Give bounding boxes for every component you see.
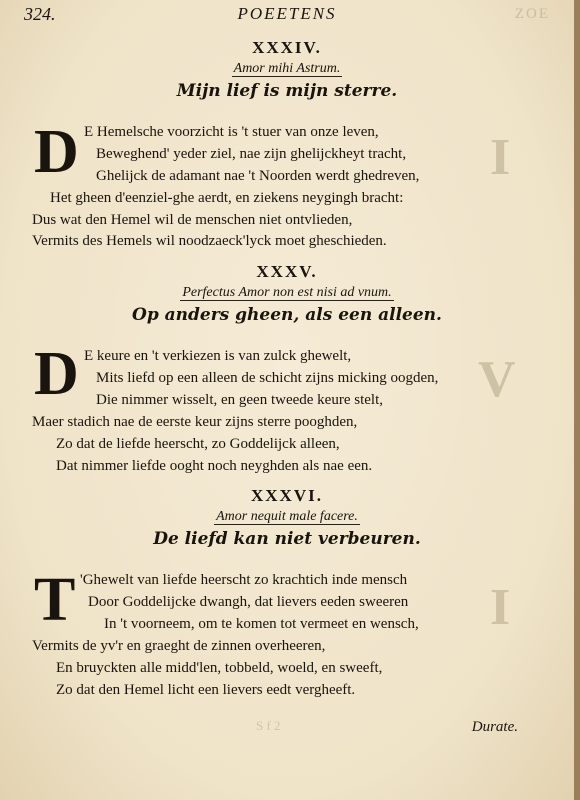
signature-mark: S f 2 xyxy=(256,718,281,733)
poem-line: Die nimmer wisselt, en geen tweede keure stelt, xyxy=(96,392,383,408)
poem-section-36 xyxy=(0,486,574,549)
bleed-through-mark: V xyxy=(478,351,516,408)
poem-line: Maer stadich nae de eerste keur zijns sterre pooghden, xyxy=(32,414,358,430)
bleed-through-mark: I xyxy=(490,129,511,186)
poem-number: XXXIV. xyxy=(252,38,322,57)
poem-line: In 't voorneem, om te komen tot vermeet en wensch, xyxy=(104,616,419,632)
catchword: Durate. xyxy=(471,719,518,735)
drop-cap: T xyxy=(34,566,76,634)
poem-line: Dat nimmer liefde ooght noch neyghden als nae een. xyxy=(56,458,373,474)
bleed-through-mark: I xyxy=(490,579,511,636)
poem-line: Zo dat den Hemel licht een lievers eedt vergheeft. xyxy=(56,682,356,698)
poem-line: Ghelijck de adamant nae 't Noorden werdt ghedreven, xyxy=(96,168,420,184)
running-title: POEETENS xyxy=(237,4,337,23)
poem-number: XXXVI. xyxy=(251,486,323,505)
poem-line: En bruyckten alle midd'len, tobbeld, woeld, en sweeft, xyxy=(56,660,383,676)
page-header xyxy=(24,4,550,26)
poem-number: XXXV. xyxy=(256,262,318,281)
poem-line: Mits liefd op een alleen de schicht zijns micking oogden, xyxy=(96,370,439,386)
latin-motto: Amor nequit male facere. xyxy=(216,509,358,524)
poem-line: Beweghend' yeder ziel, nae zijn ghelijckheyt tracht, xyxy=(96,146,407,162)
poem-line: E keure en 't verkiezen is van zulck ghewelt, xyxy=(84,348,352,364)
poem-section-34 xyxy=(0,38,574,101)
poem-section-35 xyxy=(0,262,574,325)
latin-motto: Perfectus Amor non est nisi ad vnum. xyxy=(182,285,392,300)
latin-motto: Amor mihi Astrum. xyxy=(233,61,341,76)
dutch-title: Op anders gheen, als een alleen. xyxy=(132,305,442,325)
poem-line: 'Ghewelt van liefde heerscht zo krachtich inde mensch xyxy=(80,572,408,588)
poem-line: Dus wat den Hemel wil de menschen niet ontvlieden, xyxy=(32,212,353,228)
dutch-title: De liefd kan niet verbeuren. xyxy=(153,529,421,549)
poem-line: Vermits des Hemels wil noodzaeck'lyck moet gheschieden. xyxy=(32,233,387,249)
poem-line: Zo dat de liefde heerscht, zo Goddelijck alleen, xyxy=(56,436,340,452)
poem-line: E Hemelsche voorzicht is 't stuer van onze leven, xyxy=(84,124,379,140)
poem-line: Het gheen d'eenziel-ghe aerdt, en ziekens neygingh bracht: xyxy=(50,190,404,206)
dutch-title: Mijn lief is mijn sterre. xyxy=(176,81,398,101)
poem-line: Door Goddelijcke dwangh, dat lievers eeden sweeren xyxy=(88,594,409,610)
poem-line: Vermits de yv'r en graeght de zinnen overheeren, xyxy=(32,638,326,654)
bleed-through-text: ZOE xyxy=(514,6,550,22)
drop-cap: D xyxy=(34,340,79,408)
drop-cap: D xyxy=(34,118,79,186)
page-number: 324. xyxy=(24,4,56,24)
